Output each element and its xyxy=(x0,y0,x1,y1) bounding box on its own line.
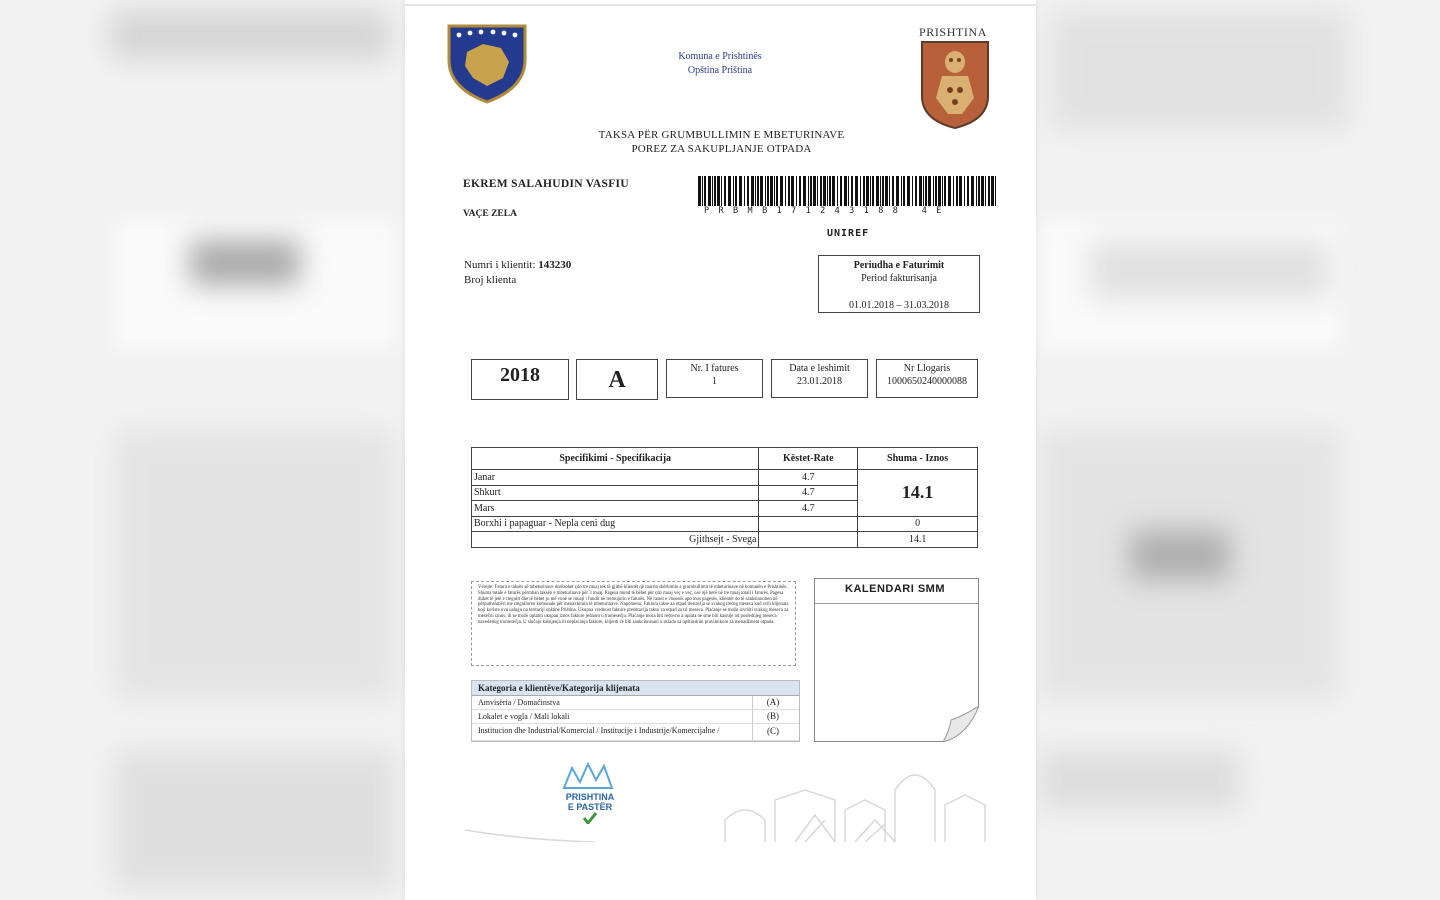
barcode-bar xyxy=(892,176,894,206)
total-row xyxy=(472,532,978,548)
col-spec-header: Specifikimi - Specifikacija xyxy=(472,448,759,470)
debt-row xyxy=(472,516,978,532)
calendar-title: KALENDARI SMM xyxy=(845,583,945,595)
barcode-bar xyxy=(817,176,818,206)
barcode-bar xyxy=(714,176,716,206)
barcode-bar xyxy=(796,176,797,206)
category-label: Amvisëria / Domaćinstva xyxy=(478,698,560,707)
client-number-block xyxy=(464,258,571,288)
row-label: Shkurt xyxy=(472,485,759,501)
barcode-bar xyxy=(728,176,731,206)
row-label: Mars xyxy=(472,501,759,517)
barcode-bar xyxy=(912,176,913,206)
account-number: 1000650240000088 xyxy=(887,376,967,387)
top-border xyxy=(405,4,1036,6)
table-row xyxy=(472,470,978,486)
barcode-bar xyxy=(848,176,849,206)
barcode-bar xyxy=(724,176,726,206)
barcode-bar xyxy=(791,176,794,206)
barcode-bar xyxy=(813,176,816,206)
prishtina-crest-icon xyxy=(920,40,990,130)
list-item xyxy=(472,724,799,741)
barcode-bar xyxy=(747,176,749,206)
total-label: Gjithsejt - Svega xyxy=(472,532,759,548)
barcode-bar xyxy=(739,176,742,206)
barcode-bar xyxy=(844,176,847,206)
barcode-bar xyxy=(876,176,879,206)
barcode-bar xyxy=(907,176,910,206)
city-skyline-watermark xyxy=(465,760,995,842)
client-number: 143230 xyxy=(538,259,572,271)
list-item xyxy=(472,696,799,710)
account-number-label: Nr Llogaris xyxy=(903,363,951,374)
row-rate: 4.7 xyxy=(759,501,858,517)
barcode-bar xyxy=(733,176,734,206)
barcode-bar xyxy=(901,176,902,206)
barcode-bar xyxy=(702,176,703,206)
barcode-bar xyxy=(829,176,831,206)
specification-table xyxy=(471,447,978,548)
calendar-divider xyxy=(815,603,978,604)
list-item xyxy=(472,710,799,724)
municipality-name-sr: Opština Priština xyxy=(687,65,753,76)
barcode-bar xyxy=(925,176,927,206)
col-sum-header: Shuma - Iznos xyxy=(858,448,978,470)
row-rate: 4.7 xyxy=(759,485,858,501)
invoice-number-label: Nr. I fatures xyxy=(690,363,739,374)
client-categories xyxy=(471,680,800,742)
barcode-bar xyxy=(866,176,869,206)
barcode-bar xyxy=(944,176,946,206)
client-number-label-sq: Numri i klientit: xyxy=(464,259,536,271)
invoice-number-box xyxy=(666,359,763,398)
invoice-document xyxy=(405,0,1036,900)
months-total: 14.1 xyxy=(858,470,978,517)
barcode-bar xyxy=(935,176,937,206)
billing-period-box xyxy=(818,255,980,313)
barcode-bar xyxy=(776,176,778,206)
customer-street: VAÇE ZELA xyxy=(463,209,517,219)
billing-period-title-sq: Periudha e Faturimit xyxy=(853,260,945,271)
barcode-bar xyxy=(978,176,980,206)
municipality-header xyxy=(645,50,795,78)
debt-rate-empty xyxy=(759,516,858,532)
category-box: A xyxy=(576,359,658,400)
title-sq: TAKSA PËR GRUMBULLIMIN E MBETURINAVE xyxy=(598,129,845,141)
barcode-bar xyxy=(870,176,871,206)
barcode-bar xyxy=(744,176,745,206)
row-rate: 4.7 xyxy=(759,470,858,486)
barcode-bar xyxy=(885,176,888,206)
barcode-bar xyxy=(810,176,812,206)
barcode-bar xyxy=(863,176,865,206)
issue-date-box xyxy=(771,359,868,398)
barcode-bar xyxy=(903,176,905,206)
barcode-bar xyxy=(933,176,934,206)
barcode-bar xyxy=(785,176,786,206)
billing-period-title-sr: Period fakturisanja xyxy=(861,273,937,284)
barcode-bar xyxy=(721,176,722,206)
row-label: Janar xyxy=(472,470,759,486)
debt-label: Borxhi i papaguar - Nepla ceni dug xyxy=(472,516,759,532)
category-label: Lokalet e vogla / Mali lokali xyxy=(478,712,570,721)
barcode-bar xyxy=(964,176,965,206)
barcode-bar xyxy=(860,176,861,206)
barcode-bar xyxy=(948,176,951,206)
logo-line1: PRISHTINA xyxy=(565,792,615,802)
col-rate-header: Këstet-Rate xyxy=(759,448,858,470)
category-code: (C) xyxy=(752,724,793,740)
year-box: 2018 xyxy=(471,359,569,400)
calendar-box xyxy=(814,578,979,742)
municipality-name-sq: Komuna e Prishtinës xyxy=(678,51,762,62)
barcode-bar xyxy=(855,176,858,206)
barcode-bar xyxy=(915,176,917,206)
customer-name: EKREM SALAHUDIN VASFIU xyxy=(463,178,629,190)
barcode-bar xyxy=(995,176,996,206)
barcode-bar xyxy=(923,176,924,206)
billing-period-range: 01.01.2018 – 31.03.2018 xyxy=(849,300,949,311)
notes-box: Vërejte: Fatura e taksës së mbeturinave dorëzohet çdo tre muaj tek të gjithë klientët që marrin shërbimin e grumbullimit të mbeturinave në komunën e Prishtinës. Shuma totale e faturës përmban taksën e mbeturinave për 3 muaj. Pagesa mund të bëhet për çdo muaj veç e veç, ose një herë në tre muaj totali i faturës. Pagesa duhet të jetë e rregullt dhe të bëhet jo më vonë se muaji i fundit në tremujorin e faturës. Në rastet e vonesës apo mos pagesës, klientët do të sanksionohen në përputhshmëri me rregulloren komunale për menaxhimin të mbeturinave. Napomena: Faktura takse za otpad dostavlja se svakog trećeg meseca kod svih klijenata koji koriste ovu uslugu na teritoriji opštine Priština. Ukupna vrednost fakture predstavlja taksu za otpad za tri meseca. Plaćanje se može izvršiti svakog meseca za mesečni iznos, ili se može uplatiti ukupan iznos fakture jednom u tromesečju. Plaćanje mora biti redovno a uplata ne sme biti kasnije od poslednjeg meseca navedenog tromesečja. U slučaju kašnjenja ili neplaćanja fakture, klijenti će biti sankcionisani u skladu sa opštinskim pravilnikom za menadžment otpada. xyxy=(471,581,796,666)
issue-date-label: Data e leshimit xyxy=(789,363,850,374)
barcode-bar xyxy=(799,176,801,206)
barcode-digits: PRBMB171243188 4E xyxy=(704,206,951,216)
barcode-bar xyxy=(971,176,974,206)
barcode-bar xyxy=(953,176,954,206)
barcode-bar xyxy=(851,176,853,206)
category-code: (B) xyxy=(752,710,793,723)
barcode-bar xyxy=(751,176,754,206)
barcode-bar xyxy=(928,176,931,206)
barcode-bar xyxy=(837,176,838,206)
barcode-bar xyxy=(827,176,828,206)
barcode-bar xyxy=(956,176,958,206)
client-number-label-sr: Broj klienta xyxy=(464,274,517,286)
total-value: 14.1 xyxy=(858,532,978,548)
barcode-bar xyxy=(880,176,881,206)
barcode-bar xyxy=(774,176,775,206)
barcode-bar xyxy=(760,176,763,206)
uniref-label: UNIREF xyxy=(827,228,870,239)
debt-value: 0 xyxy=(858,516,978,532)
barcode-bar xyxy=(985,176,986,206)
barcode-bar xyxy=(803,176,806,206)
barcode-bar xyxy=(938,176,941,206)
table-header-row xyxy=(472,448,978,470)
barcode-bar xyxy=(942,176,943,206)
kosovo-coat-of-arms-icon xyxy=(445,22,529,104)
barcode-bar xyxy=(976,176,977,206)
barcode-bar xyxy=(840,176,842,206)
barcode-bar xyxy=(698,176,701,206)
total-rate-empty xyxy=(759,532,858,548)
barcode-bar xyxy=(712,176,713,206)
barcode-bar xyxy=(832,176,835,206)
barcode-bar xyxy=(820,176,822,206)
account-number-box xyxy=(876,359,978,398)
categories-header: Kategoria e klientëve/Kategorija klijenata xyxy=(472,681,799,696)
title-sr: POREZ ZA SAKUPLJANJE OTPADA xyxy=(631,143,812,155)
barcode-bar xyxy=(919,176,922,206)
barcode-bar xyxy=(767,176,769,206)
barcode-bar xyxy=(757,176,759,206)
barcode-bar xyxy=(788,176,790,206)
barcode-icon xyxy=(698,176,998,206)
category-code: (A) xyxy=(752,696,793,709)
barcode-bar xyxy=(882,176,884,206)
barcode-bar xyxy=(717,176,720,206)
document-title xyxy=(555,128,888,156)
barcode-bar xyxy=(889,176,890,206)
barcode-bar xyxy=(770,176,773,206)
barcode-bar xyxy=(872,176,874,206)
barcode-bar xyxy=(704,176,706,206)
page-curl-icon xyxy=(943,706,979,742)
barcode-bar xyxy=(823,176,826,206)
barcode-bar xyxy=(967,176,969,206)
invoice-number: 1 xyxy=(712,376,717,387)
barcode-bar xyxy=(959,176,962,206)
barcode-bar xyxy=(735,176,737,206)
barcode-bar xyxy=(780,176,783,206)
barcode-bar xyxy=(896,176,899,206)
barcode-bar xyxy=(755,176,756,206)
category-label: Institucion dhe Industrial/Komercial / Institucije i Industrije/Komercijalne / xyxy=(478,726,720,735)
barcode-bar xyxy=(708,176,711,206)
city-crest-label: PRISHTINA xyxy=(918,25,988,39)
barcode-bar xyxy=(765,176,766,206)
barcode-bar xyxy=(988,176,990,206)
issue-date: 23.01.2018 xyxy=(797,376,842,387)
barcode-bar xyxy=(991,176,994,206)
logo-line2: E PASTËR xyxy=(567,802,613,812)
barcode-bar xyxy=(981,176,984,206)
barcode-bar xyxy=(808,176,809,206)
